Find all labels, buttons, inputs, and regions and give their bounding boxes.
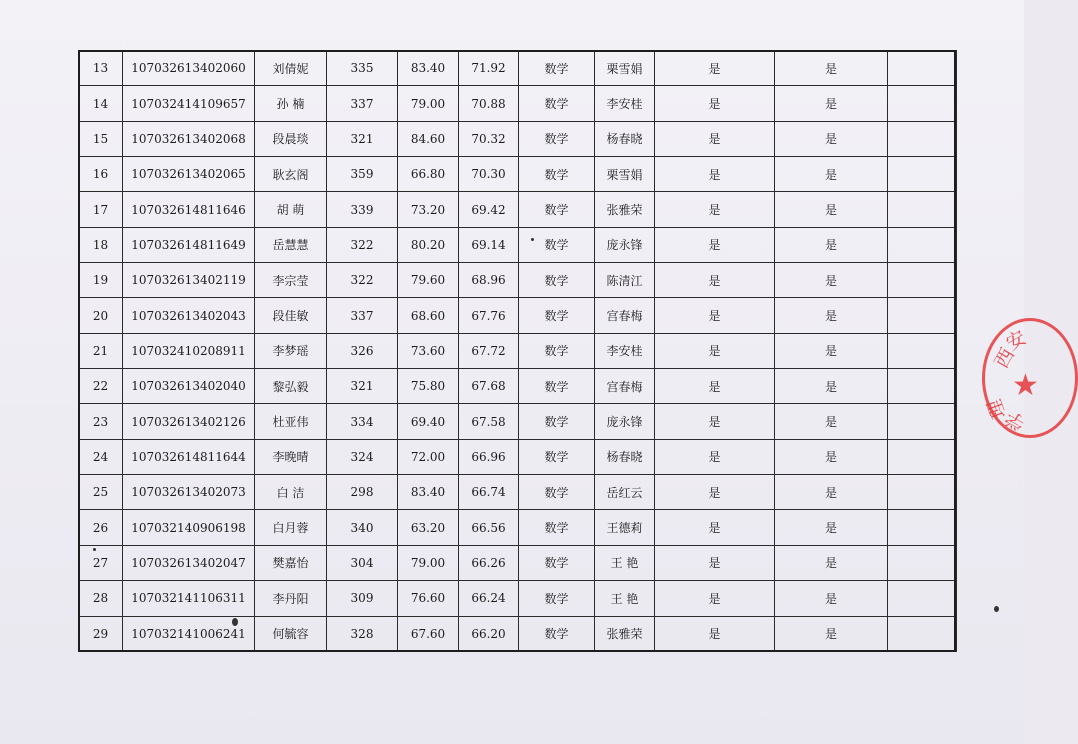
cell-tutor: 杨春晓 [595,439,655,474]
cell-number: 15 [79,121,123,156]
cell-check-2: 是 [775,51,888,86]
cell-check-1: 是 [655,369,775,404]
cell-name: 李梦瑶 [255,333,327,368]
cell-name: 刘倩妮 [255,51,327,86]
cell-exam-score: 321 [327,121,398,156]
cell-total-score: 66.24 [459,581,519,616]
cell-total-score: 70.88 [459,86,519,121]
cell-check-2: 是 [775,121,888,156]
cell-total-score: 67.58 [459,404,519,439]
cell-name: 胡 萌 [255,192,327,227]
cell-total-score: 69.42 [459,192,519,227]
cell-number: 22 [79,369,123,404]
cell-total-score: 71.92 [459,51,519,86]
admission-list-table-wrap [78,50,956,652]
table-row [79,439,957,474]
cell-tutor: 栗雪娟 [595,157,655,192]
cell-name: 白 洁 [255,475,327,510]
cell-name: 何毓容 [255,616,327,652]
cell-interview-score: 79.00 [398,545,459,580]
cell-total-score: 66.20 [459,616,519,652]
cell-check-2: 是 [775,545,888,580]
cell-interview-score: 73.20 [398,192,459,227]
cell-note [888,616,957,652]
cell-total-score: 68.96 [459,263,519,298]
cell-subject: 数学 [519,86,595,121]
cell-total-score: 70.30 [459,157,519,192]
cell-exam-score: 322 [327,227,398,262]
cell-interview-score: 79.00 [398,86,459,121]
cell-exam-score: 326 [327,333,398,368]
cell-interview-score: 83.40 [398,51,459,86]
cell-tutor: 张雅荣 [595,192,655,227]
table-row [79,263,957,298]
cell-check-1: 是 [655,51,775,86]
cell-number: 25 [79,475,123,510]
cell-check-1: 是 [655,439,775,474]
cell-check-1: 是 [655,510,775,545]
cell-check-1: 是 [655,333,775,368]
cell-check-2: 是 [775,86,888,121]
cell-check-1: 是 [655,192,775,227]
cell-tutor: 王 艳 [595,581,655,616]
cell-note [888,192,957,227]
table-body [79,51,957,652]
cell-subject: 数学 [519,545,595,580]
cell-check-1: 是 [655,157,775,192]
cell-exam-score: 359 [327,157,398,192]
cell-exam-id: 107032141106311 [123,581,255,616]
cell-exam-id: 107032141006241 [123,616,255,652]
table-row [79,121,957,156]
cell-exam-id: 107032613402040 [123,369,255,404]
cell-note [888,475,957,510]
table-row [79,51,957,86]
cell-exam-id: 107032613402073 [123,475,255,510]
cell-exam-score: 324 [327,439,398,474]
cell-check-2: 是 [775,616,888,652]
cell-exam-score: 304 [327,545,398,580]
cell-interview-score: 66.80 [398,157,459,192]
cell-exam-id: 107032614811646 [123,192,255,227]
seal-star-icon: ★ [1012,368,1039,403]
cell-subject: 数学 [519,333,595,368]
seal-char-4: 学 [1001,405,1029,435]
cell-exam-id: 107032613402060 [123,51,255,86]
cell-check-2: 是 [775,263,888,298]
cell-tutor: 杨春晓 [595,121,655,156]
cell-note [888,121,957,156]
cell-tutor: 王 艳 [595,545,655,580]
cell-subject: 数学 [519,192,595,227]
cell-name: 杜亚伟 [255,404,327,439]
cell-total-score: 67.72 [459,333,519,368]
cell-subject: 数学 [519,439,595,474]
cell-total-score: 66.56 [459,510,519,545]
cell-number: 29 [79,616,123,652]
cell-number: 13 [79,51,123,86]
scan-speck [994,606,999,612]
cell-check-2: 是 [775,369,888,404]
cell-check-1: 是 [655,616,775,652]
cell-note [888,51,957,86]
cell-subject: 数学 [519,369,595,404]
cell-exam-score: 298 [327,475,398,510]
cell-check-2: 是 [775,510,888,545]
cell-exam-score: 321 [327,369,398,404]
table-row [79,157,957,192]
table-row [79,475,957,510]
cell-interview-score: 83.40 [398,475,459,510]
cell-check-2: 是 [775,298,888,333]
cell-tutor: 陈清江 [595,263,655,298]
cell-note [888,581,957,616]
cell-note [888,86,957,121]
table-row [79,227,957,262]
cell-exam-score: 322 [327,263,398,298]
cell-note [888,227,957,262]
cell-number: 14 [79,86,123,121]
cell-exam-id: 107032613402047 [123,545,255,580]
cell-number: 21 [79,333,123,368]
cell-note [888,404,957,439]
cell-check-2: 是 [775,581,888,616]
cell-exam-score: 309 [327,581,398,616]
cell-interview-score: 72.00 [398,439,459,474]
cell-interview-score: 63.20 [398,510,459,545]
cell-subject: 数学 [519,263,595,298]
cell-total-score: 67.68 [459,369,519,404]
cell-exam-score: 340 [327,510,398,545]
cell-interview-score: 73.60 [398,333,459,368]
cell-note [888,263,957,298]
cell-exam-id: 107032614811644 [123,439,255,474]
cell-subject: 数学 [519,227,595,262]
cell-check-1: 是 [655,404,775,439]
cell-check-2: 是 [775,192,888,227]
cell-number: 23 [79,404,123,439]
cell-name: 李宗莹 [255,263,327,298]
cell-note [888,369,957,404]
cell-number: 26 [79,510,123,545]
cell-tutor: 宫春梅 [595,298,655,333]
cell-number: 27 [79,545,123,580]
cell-exam-score: 334 [327,404,398,439]
cell-subject: 数学 [519,475,595,510]
cell-name: 岳慧慧 [255,227,327,262]
cell-number: 28 [79,581,123,616]
cell-total-score: 67.76 [459,298,519,333]
cell-exam-id: 107032613402065 [123,157,255,192]
cell-exam-id: 107032414109657 [123,86,255,121]
table-row [79,510,957,545]
cell-interview-score: 75.80 [398,369,459,404]
cell-note [888,298,957,333]
cell-exam-id: 107032614811649 [123,227,255,262]
cell-interview-score: 69.40 [398,404,459,439]
cell-subject: 数学 [519,121,595,156]
cell-check-2: 是 [775,227,888,262]
cell-tutor: 王德莉 [595,510,655,545]
scan-speck [232,618,238,626]
cell-exam-id: 107032140906198 [123,510,255,545]
cell-name: 李晚晴 [255,439,327,474]
cell-check-2: 是 [775,333,888,368]
table-row [79,581,957,616]
cell-number: 20 [79,298,123,333]
table-row [79,545,957,580]
cell-interview-score: 67.60 [398,616,459,652]
table-row [79,333,957,368]
cell-name: 李丹阳 [255,581,327,616]
cell-tutor: 栗雪娟 [595,51,655,86]
cell-check-1: 是 [655,475,775,510]
cell-subject: 数学 [519,298,595,333]
cell-name: 白月蓉 [255,510,327,545]
cell-exam-id: 107032410208911 [123,333,255,368]
cell-total-score: 66.96 [459,439,519,474]
cell-exam-score: 339 [327,192,398,227]
cell-name: 黎弘毅 [255,369,327,404]
table-row [79,369,957,404]
cell-number: 16 [79,157,123,192]
cell-name: 樊嘉怡 [255,545,327,580]
cell-name: 段佳敏 [255,298,327,333]
cell-tutor: 庞永锋 [595,404,655,439]
cell-total-score: 66.74 [459,475,519,510]
cell-number: 18 [79,227,123,262]
cell-exam-id: 107032613402126 [123,404,255,439]
cell-name: 段晨琰 [255,121,327,156]
cell-interview-score: 80.20 [398,227,459,262]
cell-note [888,510,957,545]
cell-subject: 数学 [519,510,595,545]
table-row [79,616,957,652]
cell-subject: 数学 [519,51,595,86]
cell-interview-score: 68.60 [398,298,459,333]
table-row [79,86,957,121]
cell-interview-score: 84.60 [398,121,459,156]
cell-note [888,333,957,368]
cell-subject: 数学 [519,404,595,439]
seal-char-3: 理 [983,396,1011,422]
cell-number: 19 [79,263,123,298]
cell-interview-score: 79.60 [398,263,459,298]
cell-exam-score: 337 [327,298,398,333]
cell-exam-score: 328 [327,616,398,652]
cell-tutor: 岳红云 [595,475,655,510]
cell-exam-id: 107032613402119 [123,263,255,298]
cell-name: 耿玄阁 [255,157,327,192]
scan-speck [531,238,534,241]
table-row [79,404,957,439]
cell-check-2: 是 [775,404,888,439]
cell-tutor: 宫春梅 [595,369,655,404]
cell-total-score: 70.32 [459,121,519,156]
cell-name: 孙 楠 [255,86,327,121]
cell-check-1: 是 [655,263,775,298]
cell-check-2: 是 [775,439,888,474]
scan-speck [93,548,96,551]
cell-tutor: 李安桂 [595,86,655,121]
cell-exam-score: 335 [327,51,398,86]
cell-total-score: 69.14 [459,227,519,262]
cell-check-1: 是 [655,298,775,333]
cell-subject: 数学 [519,157,595,192]
cell-check-1: 是 [655,86,775,121]
cell-note [888,545,957,580]
cell-interview-score: 76.60 [398,581,459,616]
cell-subject: 数学 [519,616,595,652]
cell-check-1: 是 [655,121,775,156]
table-row [79,192,957,227]
cell-exam-id: 107032613402068 [123,121,255,156]
cell-note [888,439,957,474]
cell-exam-id: 107032613402043 [123,298,255,333]
cell-exam-score: 337 [327,86,398,121]
seal-char-1: 西 [990,344,1020,372]
cell-check-1: 是 [655,581,775,616]
seal-char-2: 安 [1002,326,1030,356]
cell-tutor: 李安桂 [595,333,655,368]
table-row [79,298,957,333]
cell-check-2: 是 [775,475,888,510]
cell-check-1: 是 [655,227,775,262]
cell-tutor: 庞永锋 [595,227,655,262]
cell-tutor: 张雅荣 [595,616,655,652]
cell-number: 24 [79,439,123,474]
cell-total-score: 66.26 [459,545,519,580]
cell-check-2: 是 [775,157,888,192]
cell-note [888,157,957,192]
cell-check-1: 是 [655,545,775,580]
cell-number: 17 [79,192,123,227]
cell-subject: 数学 [519,581,595,616]
admission-list-table [78,50,957,652]
